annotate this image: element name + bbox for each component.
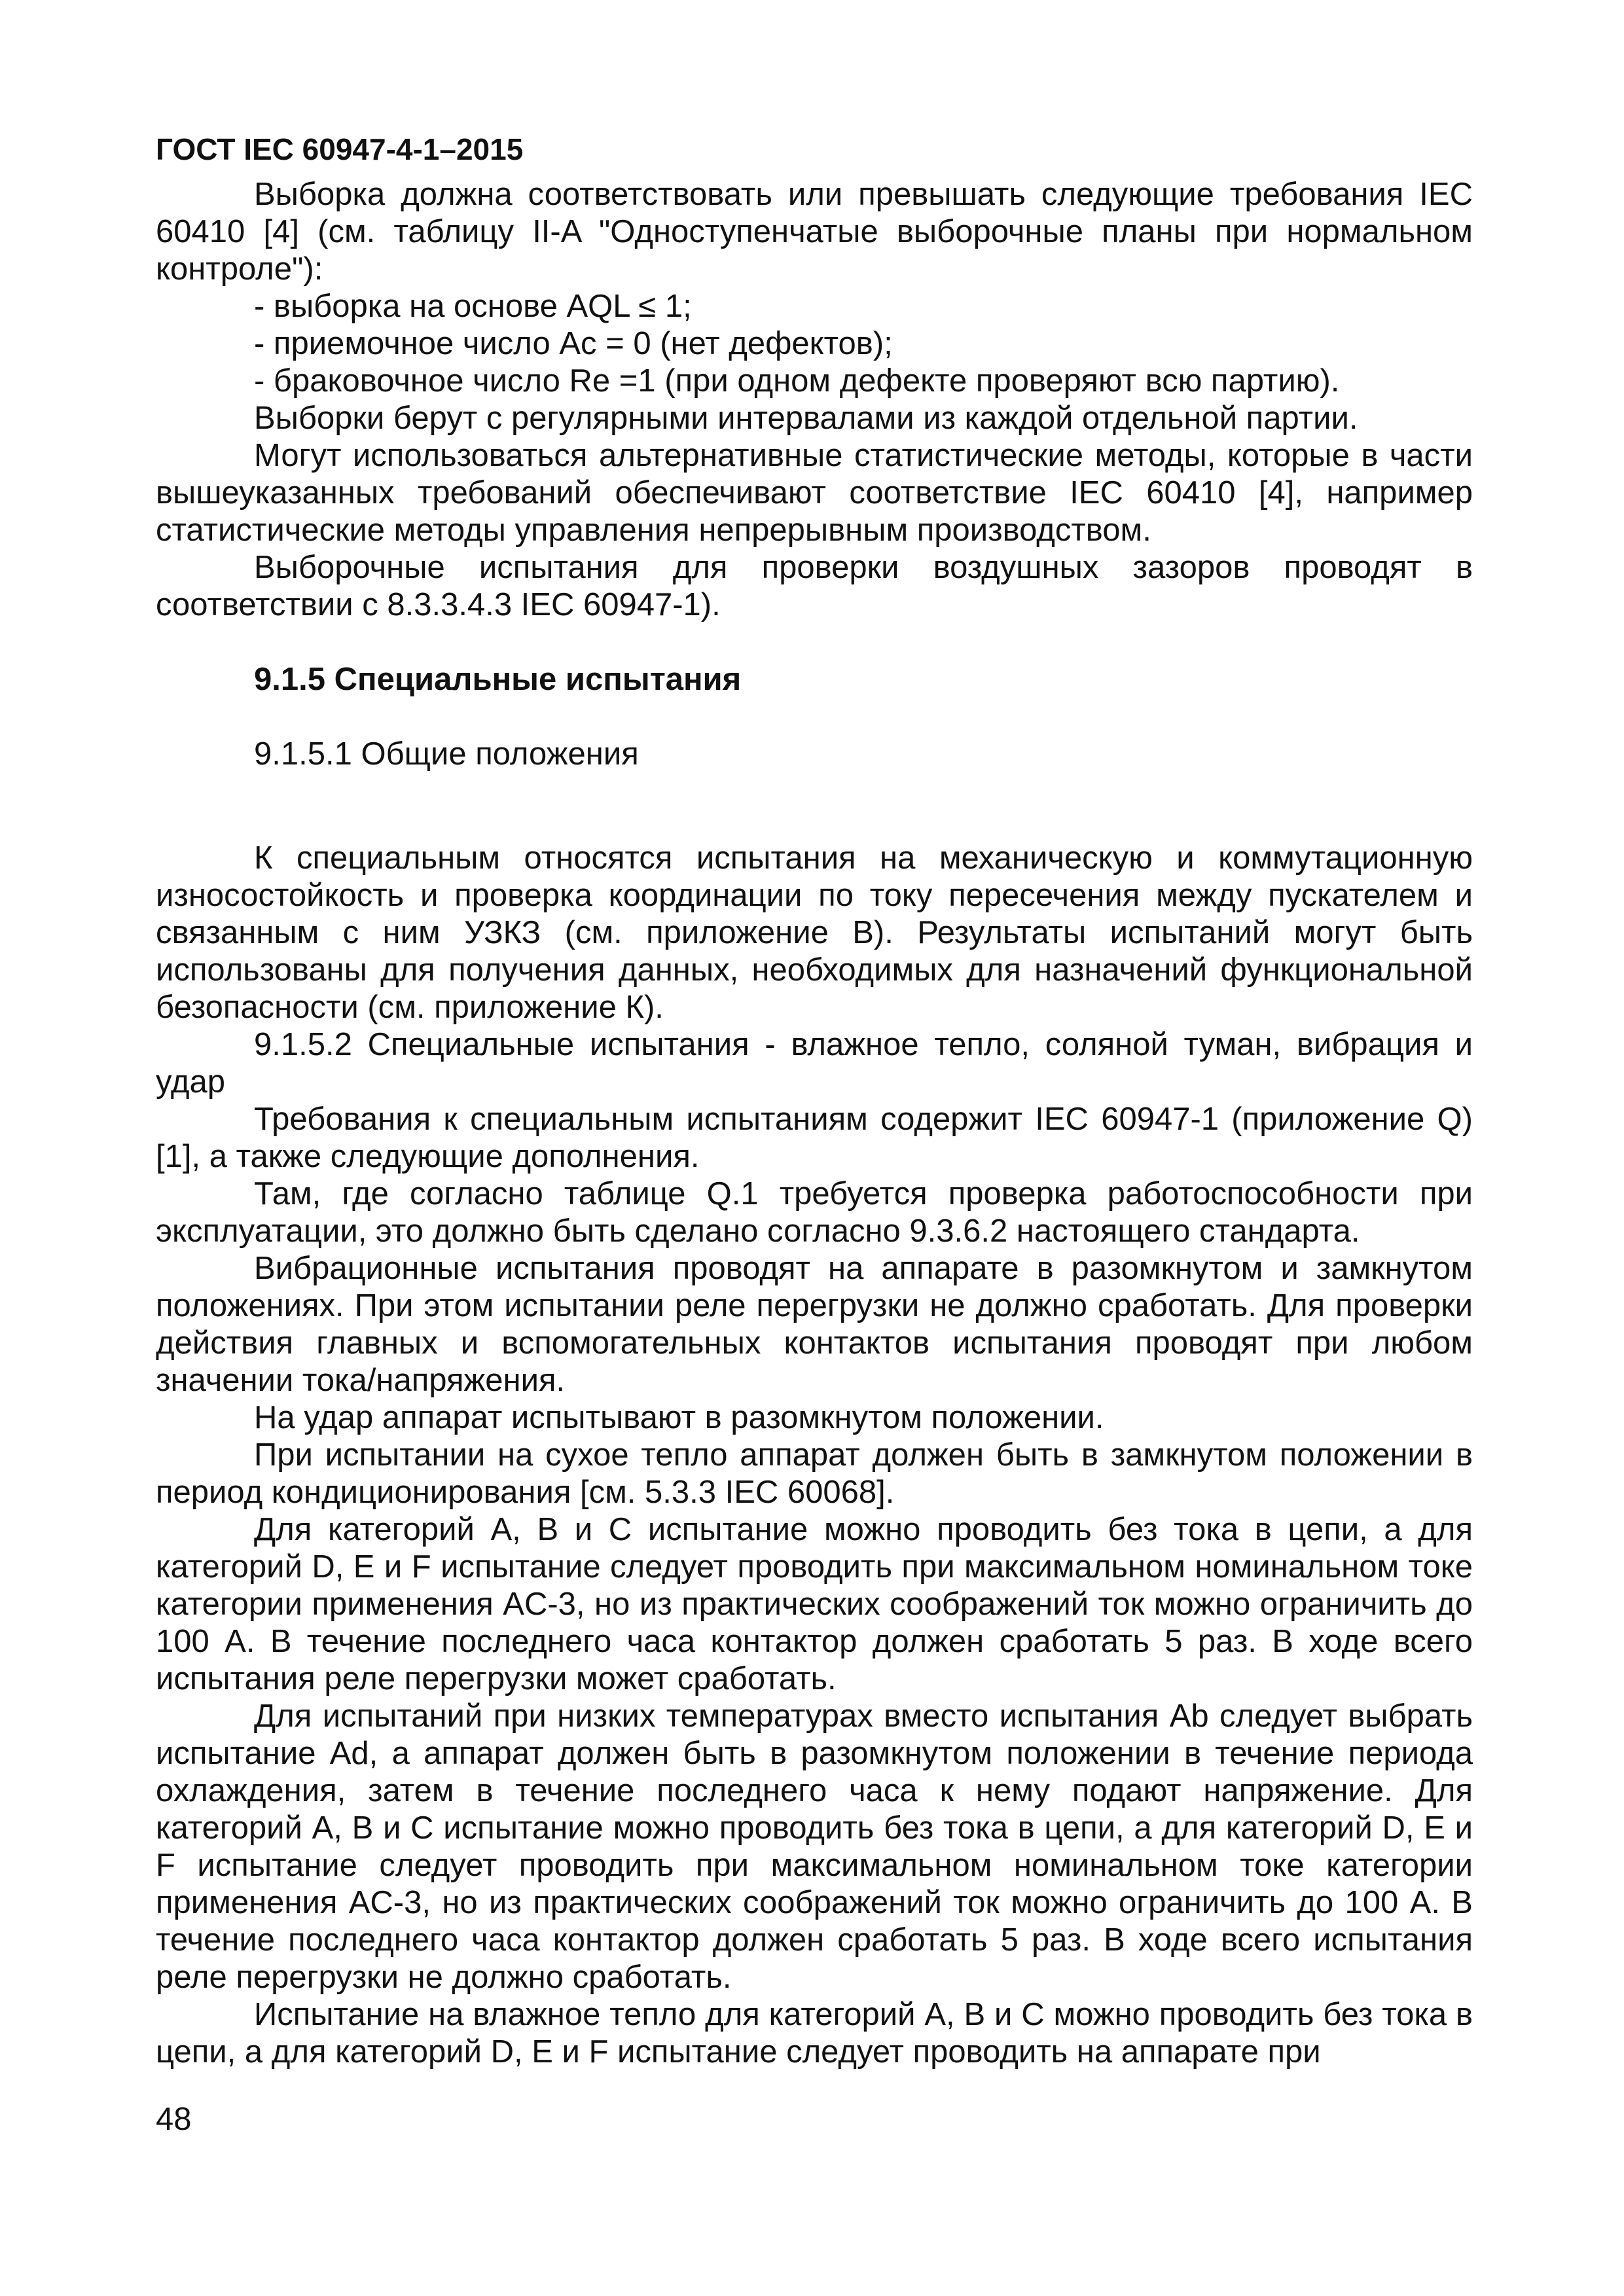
paragraph: Вибрационные испытания проводят на аппарате в разомкнутом и замкнутом положениях. При этом испытании реле перегрузки не должно сработать. Для проверки действия главных и вспомогательных контактов испытания проводят при любом значении тока/напряжения.	[156, 1251, 1473, 1398]
page-content	[156, 131, 1473, 2071]
section-heading: 9.1.5 Специальные испытания	[254, 662, 742, 697]
paragraph: Испытание на влажное тепло для категорий A, B и C можно проводить без тока в цепи, а для категорий D, E и F испытание следует проводить на аппарате при	[156, 1997, 1473, 2070]
page-number: 48	[156, 2102, 192, 2137]
paragraph: Требования к специальным испытаниям содержит IEC 60947-1 (приложение Q) [1], а также следующие дополнения.	[156, 1102, 1473, 1174]
subsection-heading: 9.1.5.1 Общие положения	[254, 736, 639, 772]
paragraph: Могут использоваться альтернативные статистические методы, которые в части вышеуказанных требований обеспечивают соответствие IEC 60410 [4], например статистические методы управления непрерывным производством.	[156, 438, 1473, 548]
paragraph: При испытании на сухое тепло аппарат должен быть в замкнутом положении в период кондиционирования [см. 5.3.3 IEC 60068].	[156, 1437, 1473, 1510]
paragraph: Для категорий A, B и C испытание можно проводить без тока в цепи, а для категорий D, E и F испытание следует проводить при максимальном номинальном токе категории применения AC-3, но из практических соображений ток можно ограничить до 100 А. В течение последнего часа контактор должен сработать 5 раз. В ходе всего испытания реле перегрузки может сработать.	[156, 1512, 1473, 1696]
list-item: - выборка на основе AQL ≤ 1;	[254, 289, 692, 324]
paragraph: Для испытаний при низких температурах вместо испытания Ab следует выбрать испытание Ad, а аппарат должен быть в разомкнутом положении в течение периода охлаждения, затем в течение последнего часа к нему подают напряжение. Для категорий A, B и C испытание можно проводить без тока в цепи, а для категорий D, E и F испытание следует проводить при максимальном номинальном токе категории применения AC-3, но из практических соображений ток можно ограничить до 100 А. В течение последнего часа контактор должен сработать 5 раз. В ходе всего испытания реле перегрузки не должно сработать.	[156, 1698, 1473, 1995]
paragraph: Там, где согласно таблице Q.1 требуется проверка работоспособности при эксплуатации, это должно быть сделано согласно 9.3.6.2 настоящего стандарта.	[156, 1176, 1473, 1249]
document-header: ГОСТ IEC 60947-4-1–2015	[156, 132, 524, 166]
paragraph: На удар аппарат испытывают в разомкнутом положении.	[254, 1400, 1104, 1435]
paragraph: К специальным относятся испытания на механическую и коммутационную износостойкость и проверка координации по току пересечения между пускателем и связанным с ним УЗКЗ (см. приложение В). Результаты испытаний могут быть использованы для получения данных, необходимых для назначений функциональной безопасности (см. приложение К).	[156, 840, 1473, 1025]
list-item: - приемочное число Ac = 0 (нет дефектов);	[254, 326, 893, 361]
clause-heading: 9.1.5.2 Специальные испытания - влажное тепло, соляной туман, вибрация и удар	[156, 1027, 1473, 1100]
paragraph: Выборка должна соответствовать или превышать следующие требования IEC 60410 [4] (см. таблицу II-A "Одноступенчатые выборочные планы при нормальном контроле"):	[156, 177, 1473, 287]
paragraph: Выборочные испытания для проверки воздушных зазоров проводят в соответствии с 8.3.3.4.3 IEC 60947-1).	[156, 550, 1473, 622]
list-item: - браковочное число Re =1 (при одном дефекте проверяют всю партию).	[254, 363, 1340, 399]
paragraph: Выборки берут с регулярными интервалами из каждой отдельной партии.	[254, 401, 1358, 436]
